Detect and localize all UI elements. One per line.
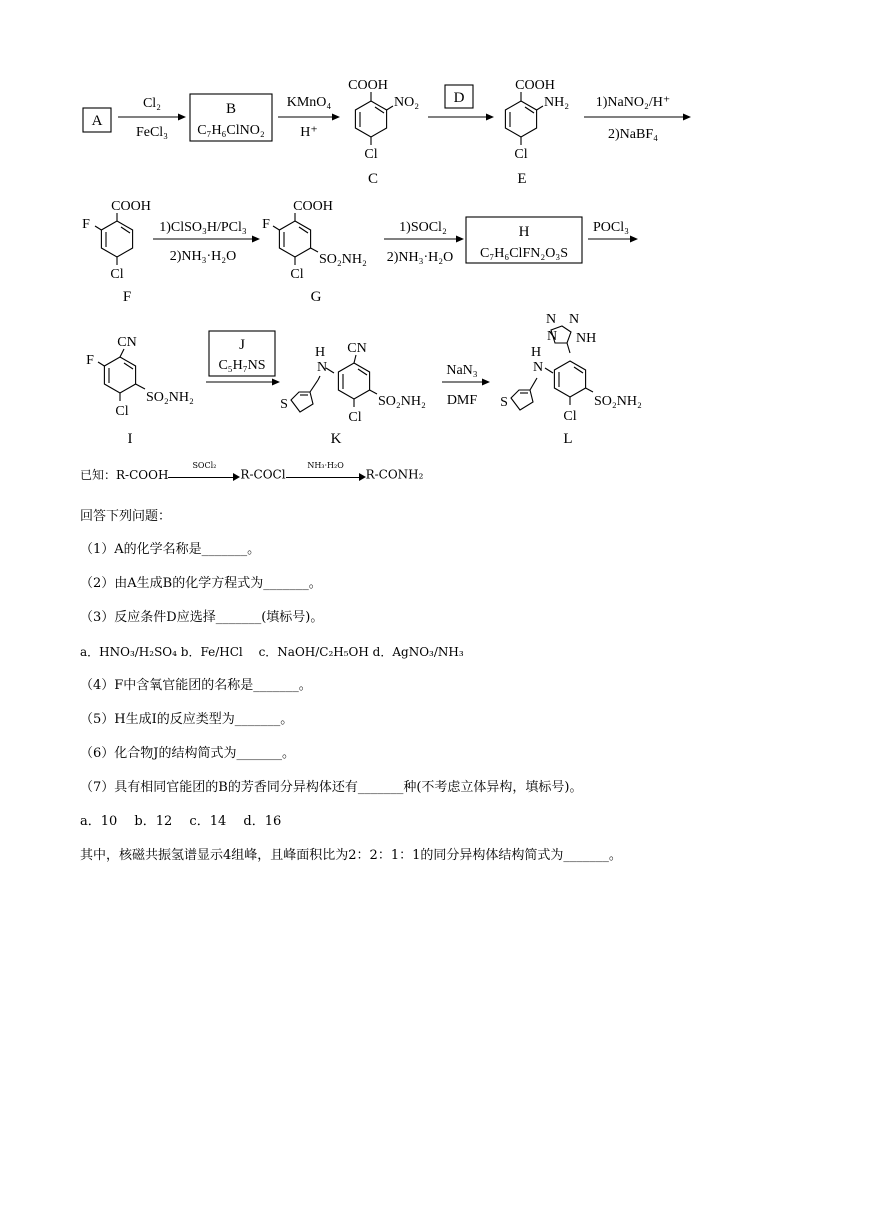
svg-text:SO₂NH₂: SO₂NH₂: [146, 390, 194, 405]
svg-text:COOH: COOH: [515, 78, 555, 93]
known-reaction: [80, 460, 424, 483]
svg-text:2)NH₃·H₂O: 2)NH₃·H₂O: [169, 249, 237, 264]
svg-text:SO₂NH₂: SO₂NH₂: [378, 394, 426, 409]
svg-text:K: K: [330, 431, 342, 447]
arrow-step6: [384, 220, 464, 265]
svg-text:N: N: [546, 329, 558, 344]
svg-text:C₇H₆ClNO₂: C₇H₆ClNO₂: [197, 123, 265, 138]
svg-text:Cl: Cl: [514, 147, 528, 162]
svg-text:COOH: COOH: [111, 199, 151, 214]
svg-text:2)NH₃·H₂O: 2)NH₃·H₂O: [386, 250, 454, 265]
svg-text:H⁺: H⁺: [300, 125, 318, 140]
svg-text:C₇H₆ClFN₂O₃S: C₇H₆ClFN₂O₃S: [480, 246, 568, 261]
compound-k: [280, 341, 426, 447]
svg-text:1)NaNO₂/H⁺: 1)NaNO₂/H⁺: [595, 95, 671, 110]
svg-text:A: A: [91, 113, 103, 129]
svg-text:C₅H₇NS: C₅H₇NS: [218, 358, 266, 373]
svg-text:Cl: Cl: [364, 147, 378, 162]
svg-text:Cl: Cl: [110, 267, 124, 282]
compound-c: [348, 78, 419, 187]
questions-intro: 回答下列问题：: [80, 509, 172, 524]
known-end: R-CONH₂: [365, 467, 424, 482]
svg-text:1)ClSO₃H/PCl₃: 1)ClSO₃H/PCl₃: [159, 220, 247, 235]
svg-text:N: N: [545, 312, 557, 327]
svg-text:N: N: [316, 360, 328, 375]
svg-text:POCl₃: POCl₃: [592, 220, 630, 235]
known-arrow-2: [286, 460, 366, 482]
svg-text:CN: CN: [347, 341, 367, 356]
question-7: （7）具有相同官能团的B的芳香同分异构体还有_______种(不考虑立体异构，填标号)。: [80, 780, 583, 795]
known-prefix: 已知：R-COOH: [80, 468, 169, 482]
arrow-head-icon: [359, 473, 366, 481]
svg-text:1)SOCl₂: 1)SOCl₂: [399, 220, 447, 235]
known-mid: R-COCl: [240, 467, 286, 482]
arrow-head-icon: [233, 473, 240, 481]
question-3-options: a．HNO₃/H₂SO₄ b．Fe/HCl c．NaOH/C₂H₅OH d．AgNO₃/NH₃: [80, 645, 464, 659]
svg-text:C: C: [367, 171, 379, 187]
svg-text:NH₂: NH₂: [544, 95, 570, 110]
svg-text:COOH: COOH: [293, 199, 333, 214]
svg-text:F: F: [82, 217, 90, 232]
question-7-follow: 其中，核磁共振氢谱显示4组峰，且峰面积比为2：2：1：1的同分异构体结构简式为_______。: [80, 848, 622, 863]
svg-text:KMnO₄: KMnO₄: [286, 95, 332, 110]
compound-h-box: [466, 217, 582, 263]
svg-text:N: N: [568, 312, 580, 327]
svg-text:J: J: [239, 337, 245, 353]
svg-text:Cl: Cl: [348, 410, 362, 425]
known-arrow-1: [168, 460, 240, 482]
svg-text:Cl: Cl: [115, 404, 129, 419]
arrow-step9: [442, 363, 490, 408]
svg-text:B: B: [225, 101, 237, 117]
arrow-step5: [153, 220, 260, 264]
svg-text:N: N: [532, 360, 544, 375]
compound-b-box: [190, 94, 272, 141]
svg-text:D: D: [453, 90, 465, 106]
compound-f: [82, 199, 151, 305]
svg-text:I: I: [127, 431, 133, 447]
arrow-step4: [584, 95, 691, 142]
svg-text:SO₂NH₂: SO₂NH₂: [319, 252, 367, 267]
svg-text:FeCl₃: FeCl₃: [135, 125, 169, 140]
svg-text:CN: CN: [117, 335, 137, 350]
svg-text:F: F: [122, 289, 132, 305]
question-4: （4）F中含氧官能团的名称是_______。: [80, 678, 312, 693]
svg-text:G: G: [310, 289, 322, 305]
svg-text:SO₂NH₂: SO₂NH₂: [594, 394, 642, 409]
question-3: （3）反应条件D应选择_______(填标号)。: [80, 610, 324, 625]
svg-text:Cl: Cl: [290, 267, 304, 282]
svg-text:H: H: [518, 224, 530, 240]
synthesis-scheme: [0, 0, 869, 460]
svg-text:Cl: Cl: [563, 409, 577, 424]
arrow-step3: [428, 85, 494, 121]
svg-text:H: H: [530, 345, 542, 360]
arrow-step8: [206, 331, 280, 386]
svg-text:Cl₂: Cl₂: [142, 96, 162, 111]
svg-text:H: H: [314, 345, 326, 360]
svg-text:NH: NH: [576, 331, 597, 346]
svg-text:F: F: [86, 353, 94, 368]
compound-a: [83, 108, 111, 132]
known-cond-2: NH₃·H₂O: [307, 460, 344, 470]
svg-text:COOH: COOH: [348, 78, 388, 93]
arrow-step1: [118, 96, 186, 140]
svg-text:S: S: [280, 397, 288, 412]
question-5: （5）H生成I的反应类型为_______。: [80, 712, 294, 727]
svg-text:2)NaBF₄: 2)NaBF₄: [608, 127, 658, 142]
question-6: （6）化合物J的结构简式为_______。: [80, 746, 295, 761]
arrow-step7: [588, 220, 638, 243]
svg-text:L: L: [563, 431, 573, 447]
svg-text:NaN₃: NaN₃: [446, 363, 478, 378]
question-2: （2）由A生成B的化学方程式为_______。: [80, 576, 322, 591]
known-cond-1: SOCl₂: [192, 460, 217, 470]
compound-g: [262, 199, 367, 305]
svg-text:NO₂: NO₂: [394, 95, 420, 110]
svg-text:DMF: DMF: [446, 393, 478, 408]
arrow-step2: [278, 95, 340, 140]
compound-l: [500, 312, 642, 447]
compound-e: [505, 78, 569, 187]
question-7-options: a．10 b．12 c．14 d．16: [80, 814, 282, 829]
svg-text:E: E: [517, 171, 527, 187]
compound-i: [86, 335, 194, 447]
svg-text:F: F: [262, 217, 270, 232]
svg-text:S: S: [500, 395, 508, 410]
question-1: （1）A的化学名称是_______。: [80, 542, 261, 557]
